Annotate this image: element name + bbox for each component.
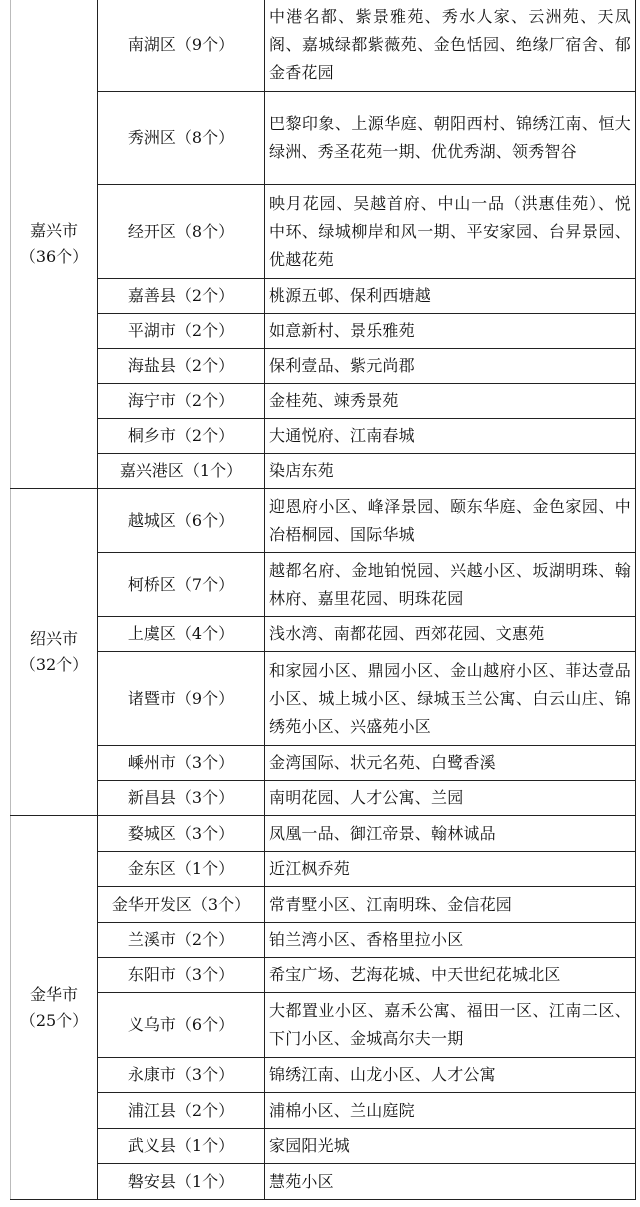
table-row (11, 993, 636, 1058)
communities-cell: 浦棉小区、兰山庭院 (265, 1093, 636, 1129)
table-row (11, 0, 636, 92)
table-row (11, 185, 636, 279)
communities-cell: 迎恩府小区、峰泽景园、颐东华庭、金色家园、中冶梧桐园、国际华城 (265, 489, 636, 553)
district-cell: 嵊州市（3个） (98, 746, 265, 781)
district-cell: 浦江县（2个） (98, 1093, 265, 1129)
district-cell: 上虞区（4个） (98, 617, 265, 652)
table-row (11, 419, 636, 454)
district-cell: 婺城区（3个） (98, 816, 265, 852)
district-cell: 磐安县（1个） (98, 1164, 265, 1200)
table-row (11, 349, 636, 384)
table-row (11, 923, 636, 958)
district-cell: 嘉兴港区（1个） (98, 454, 265, 489)
table-row (11, 617, 636, 652)
city-name: 嘉兴市 (29, 220, 78, 240)
communities-cell: 巴黎印象、上源华庭、朝阳西村、锦绣江南、恒大绿洲、秀圣花苑一期、优优秀湖、领秀智谷 (265, 92, 636, 185)
city-cell (11, 0, 98, 489)
city-cell (11, 489, 98, 816)
table-row (11, 553, 636, 617)
table-row (11, 852, 636, 887)
city-count: （36个） (19, 246, 89, 266)
table-row (11, 384, 636, 419)
communities-cell: 慧苑小区 (265, 1164, 636, 1200)
communities-cell: 南明花园、人才公寓、兰园 (265, 781, 636, 816)
district-cell: 武义县（1个） (98, 1129, 265, 1164)
communities-cell: 保利壹品、紫元尚郡 (265, 349, 636, 384)
table-row (11, 652, 636, 746)
city-name: 金华市 (29, 984, 78, 1004)
communities-cell: 中港名都、紫景雅苑、秀水人家、云洲苑、天凤阁、嘉城绿都紫薇苑、金色恬园、绝缘厂宿舍、郁金香花园 (265, 0, 636, 92)
table-row (11, 1129, 636, 1164)
community-table (10, 0, 636, 1200)
city-cell (11, 816, 98, 1200)
table-row (11, 887, 636, 923)
communities-cell: 映月花园、吴越首府、中山一品（洪惠佳苑）、悦中环、绿城柳岸和风一期、平安家园、台昇景园、优越花苑 (265, 185, 636, 279)
communities-cell: 锦绣江南、山龙小区、人才公寓 (265, 1058, 636, 1093)
communities-cell: 近江枫乔苑 (265, 852, 636, 887)
communities-cell: 染店东苑 (265, 454, 636, 489)
district-cell: 南湖区（9个） (98, 0, 265, 92)
district-cell: 金东区（1个） (98, 852, 265, 887)
district-cell: 东阳市（3个） (98, 958, 265, 993)
table-row (11, 314, 636, 349)
communities-cell: 大通悦府、江南春城 (265, 419, 636, 454)
city-count: （32个） (19, 655, 89, 674)
communities-cell: 家园阳光城 (265, 1129, 636, 1164)
district-cell: 兰溪市（2个） (98, 923, 265, 958)
communities-cell: 常青墅小区、江南明珠、金信花园 (265, 887, 636, 923)
district-cell: 平湖市（2个） (98, 314, 265, 349)
table-row (11, 92, 636, 185)
district-cell: 海盐县（2个） (98, 349, 265, 384)
communities-cell: 大都置业小区、嘉禾公寓、福田一区、江南二区、下门小区、金城高尔夫一期 (265, 993, 636, 1058)
communities-cell: 凤凰一品、御江帝景、翰林诚品 (265, 816, 636, 852)
communities-cell: 铂兰湾小区、香格里拉小区 (265, 923, 636, 958)
city-name: 绍兴市 (29, 629, 78, 648)
district-cell: 桐乡市（2个） (98, 419, 265, 454)
communities-cell: 浅水湾、南都花园、西郊花园、文惠苑 (265, 617, 636, 652)
table-row (11, 816, 636, 852)
city-count: （25个） (19, 1010, 89, 1030)
communities-cell: 金湾国际、状元名苑、白鹭香溪 (265, 746, 636, 781)
district-cell: 秀洲区（8个） (98, 92, 265, 185)
district-cell: 永康市（3个） (98, 1058, 265, 1093)
district-cell: 经开区（8个） (98, 185, 265, 279)
district-cell: 新昌县（3个） (98, 781, 265, 816)
communities-cell: 和家园小区、鼎园小区、金山越府小区、菲达壹品小区、城上城小区、绿城玉兰公寓、白云山庄、锦绣苑小区、兴盛苑小区 (265, 652, 636, 746)
table-row (11, 1164, 636, 1200)
table-row (11, 746, 636, 781)
table-row (11, 958, 636, 993)
table-row (11, 781, 636, 816)
table-row (11, 1058, 636, 1093)
communities-cell: 金桂苑、竦秀景苑 (265, 384, 636, 419)
district-cell: 金华开发区（3个） (98, 887, 265, 923)
communities-cell: 桃源五邨、保利西塘越 (265, 279, 636, 314)
table-row (11, 489, 636, 553)
district-cell: 义乌市（6个） (98, 993, 265, 1058)
district-cell: 嘉善县（2个） (98, 279, 265, 314)
communities-cell: 希宝广场、艺海花城、中天世纪花城北区 (265, 958, 636, 993)
table-row (11, 454, 636, 489)
communities-cell: 如意新村、景乐雅苑 (265, 314, 636, 349)
table-row (11, 279, 636, 314)
district-cell: 柯桥区（7个） (98, 553, 265, 617)
district-cell: 诸暨市（9个） (98, 652, 265, 746)
table-row (11, 1093, 636, 1129)
district-cell: 海宁市（2个） (98, 384, 265, 419)
district-cell: 越城区（6个） (98, 489, 265, 553)
communities-cell: 越都名府、金地铂悦园、兴越小区、坂湖明珠、翰林府、嘉里花园、明珠花园 (265, 553, 636, 617)
